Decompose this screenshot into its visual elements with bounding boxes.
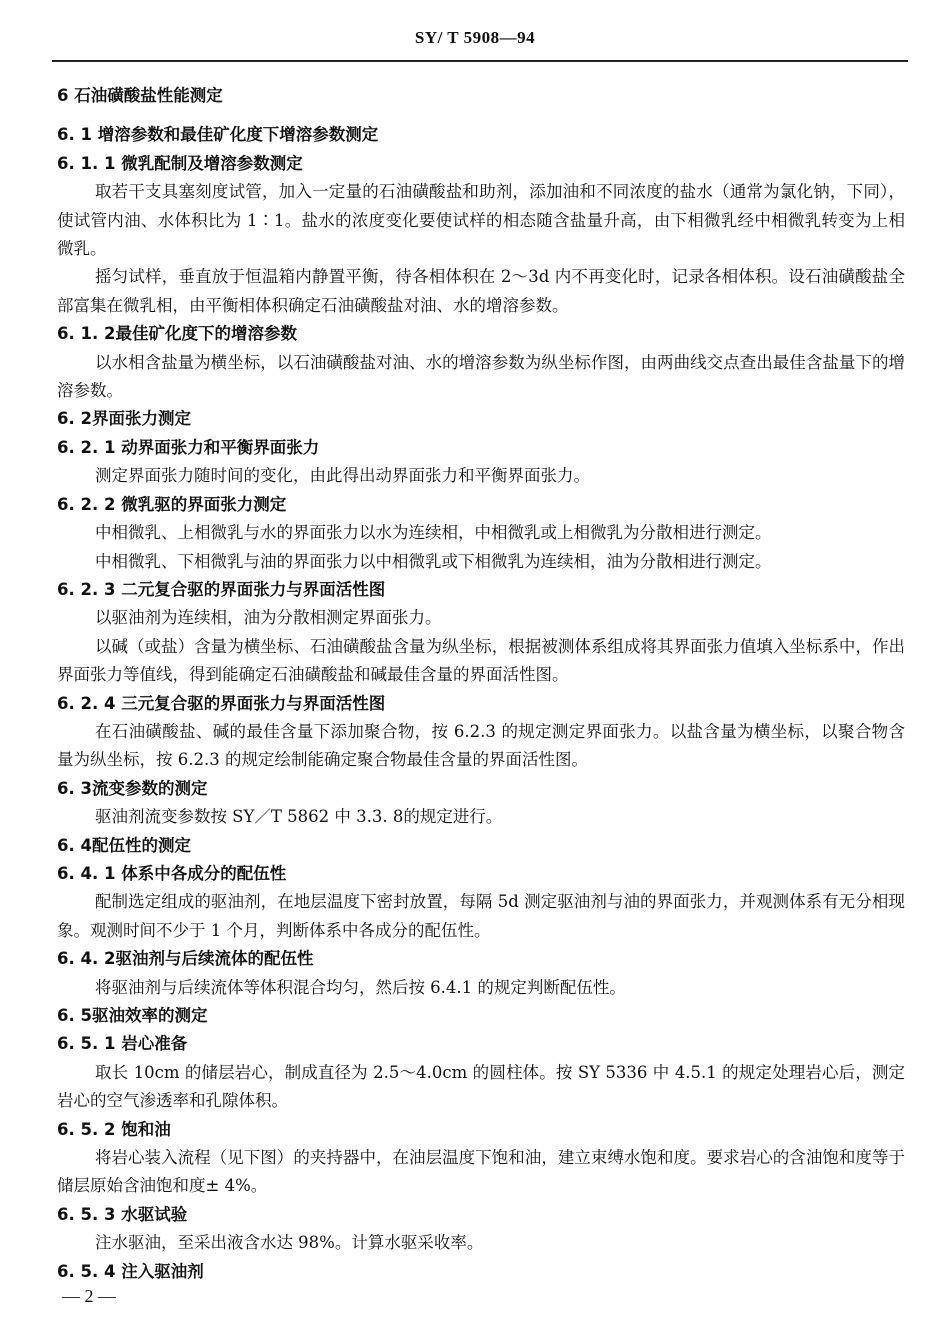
body-paragraph: 驱油剂流变参数按 SY／T 5862 中 3.3. 8的规定进行。 xyxy=(94,807,503,827)
section-heading: 6. 4. 2驱油剂与后续流体的配伍性 xyxy=(57,949,314,969)
body-paragraph: 将驱油剂与后续流体等体积混合均匀，然后按 6.4.1 的规定判断配伍性。 xyxy=(94,977,626,997)
section-heading: 6. 4配伍性的测定 xyxy=(57,835,191,855)
body-paragraph: 取长 10cm 的储层岩心，制成直径为 2.5～4.0cm 的圆柱体。按 SY 5336 中 4.5.1 的规定处理岩心后，测定岩心的空气渗透率和孔隙体积。 xyxy=(57,1062,905,1111)
section-heading: 6. 5. 2 饱和油 xyxy=(57,1119,171,1139)
section-heading: 6. 5驱油效率的测定 xyxy=(57,1006,208,1025)
body-paragraph: 中相微乳、上相微乳与水的界面张力以水为连续相，中相微乳或上相微乳为分散相进行测定。 xyxy=(94,523,772,543)
document-header: SY/ T 5908—94 xyxy=(414,28,536,47)
body-paragraph: 取若干支具塞刻度试管，加入一定量的石油磺酸盐和助剂，添加油和不同浓度的盐水（通常为氯化钠，下同），使试管内油、水体积比为 1∶1。盐水的浓度变化要使试样的相态随含盐量升高，由下相微乳经中相微乳转变为上相微乳。 xyxy=(57,182,905,259)
section-heading: 6. 1. 1 微乳配制及增溶参数测定 xyxy=(57,153,303,173)
section-heading: 6. 5. 3 水驱试验 xyxy=(57,1204,188,1224)
header-rule xyxy=(52,60,908,62)
body-paragraph: 摇匀试样，垂直放于恒温箱内静置平衡，待各相体积在 2～3d 内不再变化时，记录各相体积。设石油磺酸盐全部富集在微乳相，由平衡相体积确定石油磺酸盐对油、水的增溶参数。 xyxy=(57,267,905,315)
body-paragraph: 中相微乳、下相微乳与油的界面张力以中相微乳或下相微乳为连续相，油为分散相进行测定。 xyxy=(94,551,772,571)
section-heading: 6. 2. 3 二元复合驱的界面张力与界面活性图 xyxy=(57,579,386,599)
section-heading: 6. 2. 1 动界面张力和平衡界面张力 xyxy=(57,437,320,457)
section-heading: 6. 2. 2 微乳驱的界面张力测定 xyxy=(57,494,287,514)
body-paragraph: 注水驱油，至采出液含水达 98%。计算水驱采收率。 xyxy=(94,1233,484,1253)
body-paragraph: 以水相含盐量为横坐标，以石油磺酸盐对油、水的增溶参数为纵坐标作图，由两曲线交点查出最佳含盐量下的增溶参数。 xyxy=(57,352,905,401)
body-paragraph: 配制选定组成的驱油剂，在地层温度下密封放置，每隔 5d 测定驱油剂与油的界面张力，并观测体系有无分相现象。观测时间不少于 1 个月，判断体系中各成分的配伍性。 xyxy=(57,892,905,940)
body-paragraph: 以碱（或盐）含量为横坐标、石油磺酸盐含量为纵坐标，根据被测体系组成将其界面张力值填入坐标系中，作出界面张力等值线，得到能确定石油磺酸盐和碱最佳含量的界面活性图。 xyxy=(57,636,905,685)
body-paragraph: 在石油磺酸盐、碱的最佳含量下添加聚合物，按 6.2.3 的规定测定界面张力。以盐含量为横坐标，以聚合物含量为纵坐标，按 6.2.3 的规定绘制能确定聚合物最佳含量的界面活性图。 xyxy=(57,721,905,770)
section-heading: 6. 2. 4 三元复合驱的界面张力与界面活性图 xyxy=(57,693,386,713)
body-paragraph: 以驱油剂为连续相，油为分散相测定界面张力。 xyxy=(94,608,442,628)
body-paragraph: 测定界面张力随时间的变化，由此得出动界面张力和平衡界面张力。 xyxy=(94,466,590,486)
section-heading: 6. 4. 1 体系中各成分的配伍性 xyxy=(57,863,287,883)
section-heading: 6. 5. 1 岩心准备 xyxy=(57,1034,188,1054)
document-body xyxy=(57,82,905,1286)
section-heading: 6. 5. 4 注入驱油剂 xyxy=(57,1261,204,1281)
page-number: — 2 — xyxy=(62,1286,116,1306)
chapter-heading: 6 石油磺酸盐性能测定 xyxy=(57,86,223,105)
section-heading: 6. 1. 2最佳矿化度下的增溶参数 xyxy=(57,324,297,344)
section-heading: 6. 1 增溶参数和最佳矿化度下增溶参数测定 xyxy=(57,125,379,145)
body-paragraph: 将岩心装入流程（见下图）的夹持器中，在油层温度下饱和油，建立束缚水饱和度。要求岩心的含油饱和度等于储层原始含油饱和度± 4%。 xyxy=(57,1148,905,1196)
section-heading: 6. 2界面张力测定 xyxy=(57,409,191,429)
section-heading: 6. 3流变参数的测定 xyxy=(57,778,208,798)
